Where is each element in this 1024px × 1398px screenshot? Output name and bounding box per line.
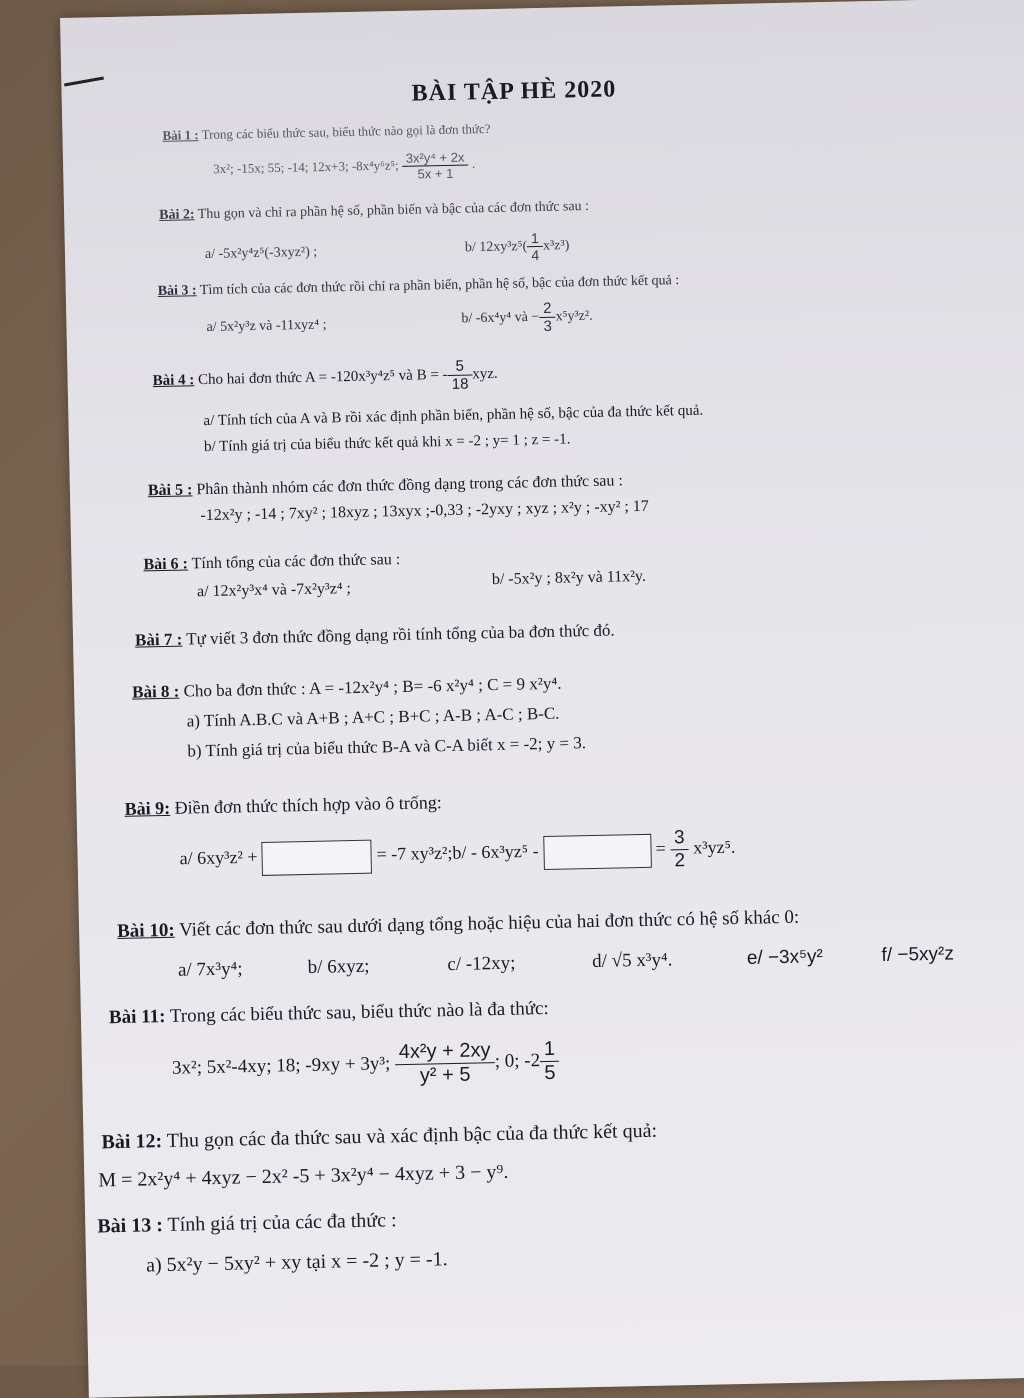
bai6-text: Tính tổng của các đơn thức sau : (191, 550, 401, 573)
bai10-label: Bài 10: (116, 919, 175, 943)
bai6-label: Bài 6 : (143, 555, 189, 574)
bai11-mixed-fraction (540, 1038, 560, 1085)
bai9-heading (124, 792, 442, 820)
bai10-item-d: d/ √5 x³y⁴. (591, 949, 673, 973)
bai10-item-a: a/ 7x³y⁴; (177, 958, 243, 981)
bai10-item-b: b/ 6xyz; (307, 955, 370, 979)
bai1-fraction (402, 149, 469, 181)
bai9-text: Điền đơn thức thích hợp vào ô trống: (174, 792, 442, 818)
bai13-a: a) 5x²y − 5xy² + xy tại x = -2 ; y = -1. (145, 1248, 448, 1277)
bai13-label: Bài 13 : (97, 1214, 164, 1238)
bai2-b-pre: b/ 12xy³z⁵( (464, 238, 528, 256)
bai4-den: 18 (451, 375, 469, 393)
bai1-heading (162, 121, 490, 144)
bai5-label: Bài 5 : (147, 481, 193, 500)
bai9-eq: = (655, 838, 666, 859)
bai5-exprs: -12x²y ; -14 ; 7xy² ; 18xyz ; 13xyx ;-0,33 ; -2yxy ; xyz ; x²y ; -xy² ; 17 (200, 497, 650, 525)
bai1-frac-den: 5x + 1 (417, 165, 454, 182)
bai7-text: Tự viết 3 đơn thức đồng dạng rồi tính tổng của ba đơn thức đó. (186, 620, 615, 649)
bai9-blank-box-a[interactable] (262, 839, 373, 875)
bai9-equations (179, 826, 736, 883)
bai10-item-c: c/ -12xy; (447, 952, 516, 976)
bai2-b (465, 229, 570, 264)
bai10-items (178, 943, 954, 981)
bai2-b-fraction (527, 230, 543, 263)
bai3-a: a/ 5x²y³z và -11xyz⁴ ; (206, 317, 327, 335)
bai9-blank-box-b[interactable] (543, 833, 652, 869)
bai6-heading (143, 551, 400, 574)
bai9-num: 3 (670, 827, 689, 850)
bai11-fraction (395, 1039, 496, 1088)
bai1-frac-num: 3x²y⁴ + 2x (402, 149, 469, 166)
bai4-fraction (447, 357, 472, 393)
bai11-post: ; 0; -2 (494, 1050, 541, 1072)
bai8-heading (132, 674, 562, 703)
bai11-text: Trong các biểu thức sau, biểu thức nào là đa thức: (169, 997, 549, 1027)
bai10-heading (117, 907, 799, 943)
bai2-b-den: 4 (531, 247, 540, 264)
bai6-a: a/ 12x²y³x⁴ và -7x²y³z⁴ ; (196, 580, 352, 601)
bai3-b-num: 2 (539, 300, 556, 318)
bai2-b-post: x³z³) (542, 238, 570, 254)
bai13-heading (97, 1209, 397, 1238)
bai8-text: Cho ba đơn thức : A = -12x²y⁴ ; B= -6 x²y⁴ ; C = 9 x²y⁴. (183, 673, 562, 701)
worksheet-paper (60, 0, 1024, 1398)
bai3-text: Tìm tích của các đơn thức rồi chỉ ra phần biến, phần hệ số, bậc của đơn thức kết quả : (199, 273, 680, 299)
bai2-heading (159, 199, 589, 224)
bai4-b: b/ Tính giá trị của biểu thức kết quả khi x = -2 ; y= 1 ; z = -1. (203, 431, 571, 456)
bai9-post: x³yz⁵. (693, 836, 736, 858)
bai1-text: Trong các biểu thức sau, biểu thức nào gọi là đơn thức? (201, 121, 491, 143)
bai3-heading (158, 273, 680, 300)
bai10-item-f: f/ −5xy²z (881, 943, 955, 966)
bai9-a-pre: a/ 6xy³z² + (179, 846, 258, 869)
bai8-label: Bài 8 : (131, 681, 180, 702)
bai9-fraction (670, 827, 690, 872)
bai12-label: Bài 12: (101, 1130, 163, 1154)
bai11-list: 3x²; 5x²-4xy; 18; -9xy + 3y³; (171, 1053, 391, 1079)
bai4-heading (152, 357, 498, 399)
bai4-text-post: xyz. (472, 365, 498, 383)
bai8-b: b) Tính giá trị của biểu thức B-A và C-A biết x = -2; y = 3. (187, 733, 587, 761)
bai3-b-fraction (539, 300, 556, 335)
bai10-item-e: e/ −3x⁵y² (746, 946, 824, 969)
bai13-text: Tính giá trị của các đa thức : (167, 1209, 397, 1237)
bai3-b-den: 3 (543, 317, 553, 335)
bai11-label: Bài 11: (108, 1006, 166, 1029)
bai4-label: Bài 4 : (152, 372, 195, 390)
bai3-b (461, 299, 593, 337)
bai4-a: a/ Tính tích của A và B rồi xác định phần biến, phần hệ số, bậc của đa thức kết quả. (203, 402, 704, 430)
bai1-end: . (471, 155, 476, 171)
bai11-num: 4x²y + 2xy (395, 1039, 495, 1065)
bai7-heading (135, 621, 615, 651)
bai6-b: b/ -5x²y ; 8x²y và 11x²y. (491, 567, 647, 589)
bai9-den: 2 (674, 850, 686, 872)
bai11-mix-den: 5 (544, 1061, 556, 1085)
bai12-text: Thu gọn các đa thức sau và xác định bậc của đa thức kết quả: (166, 1119, 658, 1153)
bai9-mid: = -7 xy³z²;b/ - 6x³yz⁵ - (376, 840, 539, 865)
bai2-b-num: 1 (527, 230, 543, 247)
bai3-label: Bài 3 : (157, 283, 197, 300)
bai9-label: Bài 9: (124, 797, 171, 819)
bai4-text-pre: Cho hai đơn thức A = -120x³y⁴z⁵ và B = - (197, 366, 448, 389)
bai11-exprs (172, 1038, 560, 1093)
bai3-b-pre: b/ -6x⁴y⁴ và − (461, 309, 540, 327)
bai11-heading (109, 998, 549, 1029)
bai5-heading (148, 472, 623, 500)
bai12-expr: M = 2x²y⁴ + 4xyz − 2x² -5 + 3x²y⁴ − 4xyz + 3 − y⁹. (98, 1160, 509, 1192)
bai11-mix-num: 1 (540, 1038, 560, 1062)
bai2-label: Bài 2: (159, 207, 195, 223)
bai4-num: 5 (447, 357, 472, 376)
bai1-expressions (213, 149, 476, 185)
bai3-b-post: x⁵y³z². (555, 308, 593, 325)
bai2-a: a/ -5x²y⁴z⁵(-3xyz²) ; (204, 244, 318, 263)
bai12-heading (101, 1120, 657, 1155)
bai1-exprs: 3x²; -15x; 55; -14; 12x+3; -8x⁴y⁶z⁵; (213, 157, 399, 177)
bai8-a: a) Tính A.B.C và A+B ; A+C ; B+C ; A-B ; A-C ; B-C. (186, 703, 560, 731)
bai7-label: Bài 7 : (134, 629, 183, 650)
page-title: BÀI TẬP HÈ 2020 (411, 76, 617, 107)
bai10-text: Viết các đơn thức sau dưới dạng tổng hoặc hiệu của hai đơn thức có hệ số khác 0: (178, 906, 800, 941)
bai1-label: Bài 1 : (162, 127, 199, 143)
bai5-text: Phân thành nhóm các đơn thức đồng dạng trong các đơn thức sau : (196, 472, 624, 499)
bai2-text: Thu gọn và chỉ ra phần hệ số, phần biến và bậc của các đơn thức sau : (197, 198, 590, 223)
bai11-den: y² + 5 (419, 1063, 471, 1087)
